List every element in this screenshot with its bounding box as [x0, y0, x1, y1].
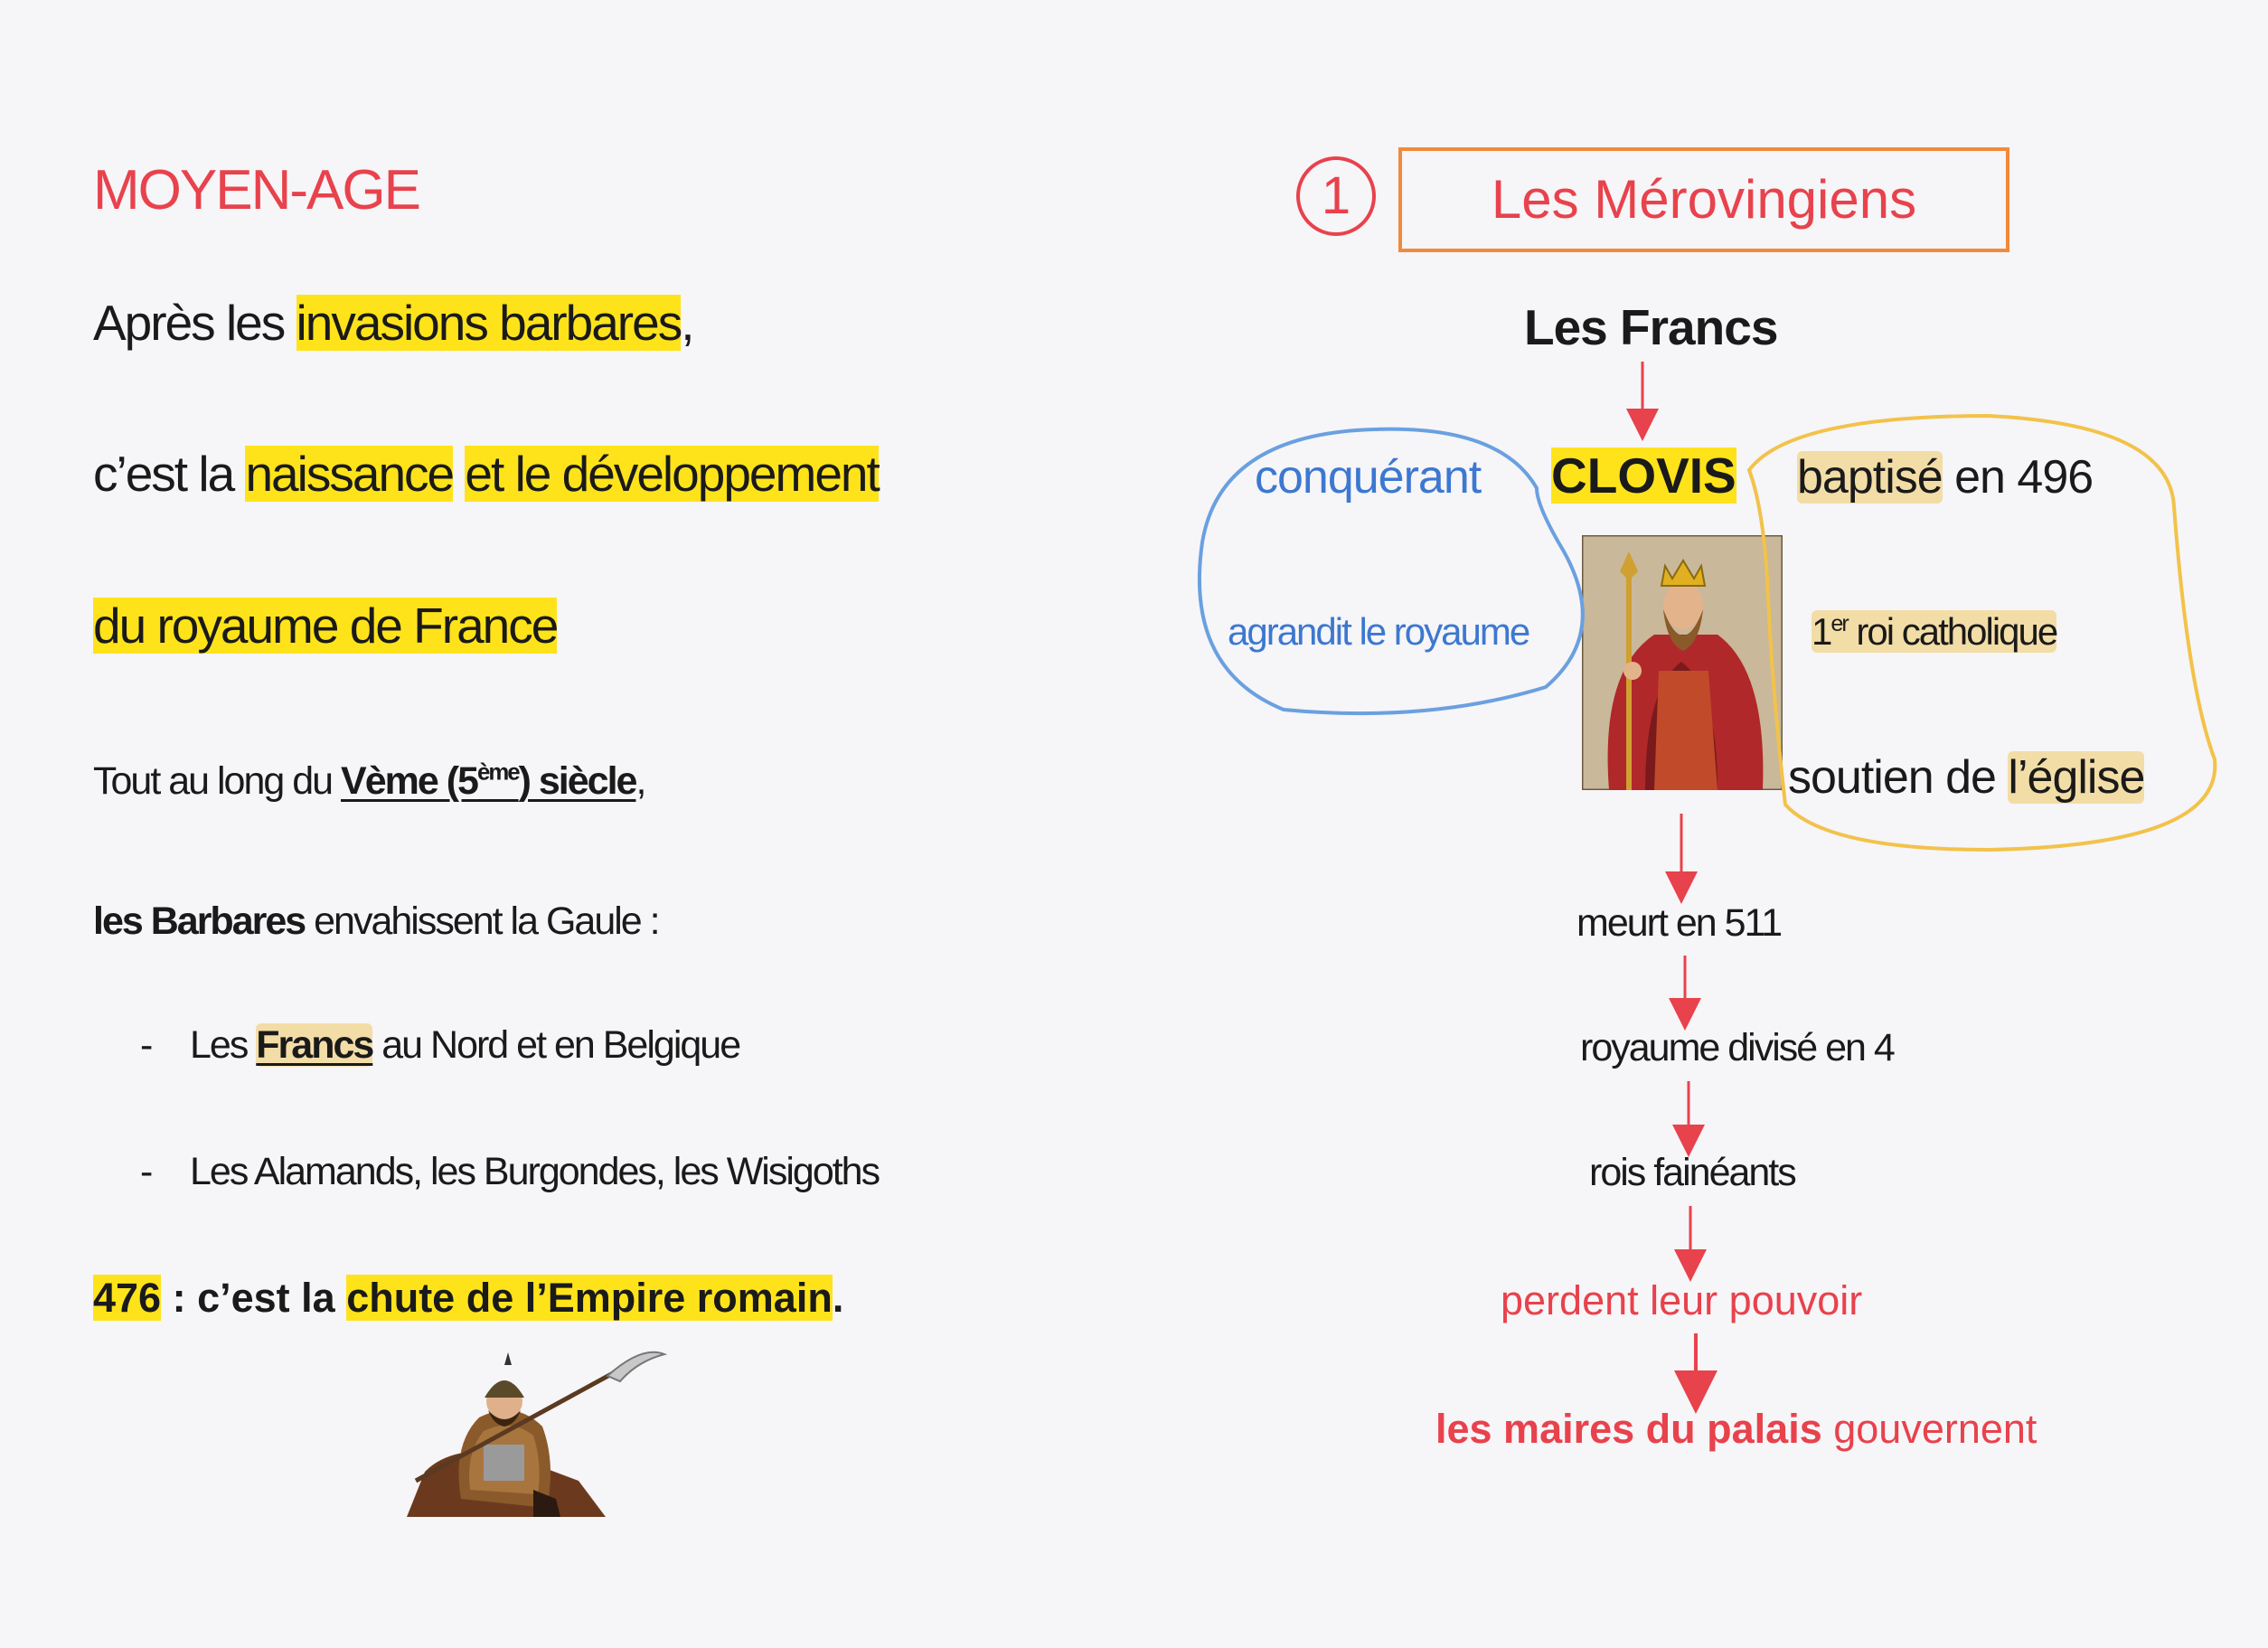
bullet-dash: - — [140, 1150, 152, 1193]
highlight-baptise: baptisé — [1797, 451, 1943, 504]
chain-item-perdent: perdent leur pouvoir — [1501, 1277, 1863, 1323]
blue-loop — [1200, 429, 1583, 713]
chain-item-faineants: rois fainéants — [1589, 1151, 1795, 1194]
text: roi catholique — [1847, 610, 2057, 653]
text: au Nord et en Belgique — [372, 1023, 740, 1067]
highlight-royaume: du royaume de France — [93, 598, 558, 654]
text: Les — [190, 1023, 257, 1067]
text: Les Alamands, les Burgondes, les Wisigoths — [190, 1150, 880, 1193]
text: Tout au long du — [93, 759, 342, 803]
text: c’est la — [93, 446, 246, 502]
page-title: MOYEN-AGE — [93, 159, 419, 221]
highlight-476: 476 — [93, 1275, 162, 1321]
maires-bold: les maires du palais — [1435, 1406, 1822, 1452]
chain-item-divise: royaume divisé en 4 — [1580, 1026, 1894, 1069]
highlight-clovis: CLOVIS — [1551, 447, 1736, 504]
agrandit-label: agrandit le royaume — [1228, 610, 1529, 653]
text: , — [635, 759, 645, 803]
text: Vème (5 — [341, 759, 477, 803]
superscript: er — [1830, 611, 1848, 636]
text: ) siècle — [518, 759, 636, 803]
text: Après les — [93, 295, 296, 351]
chain-item-meurt: meurt en 511 — [1576, 901, 1782, 945]
highlight-chute: chute de l’Empire romain — [346, 1275, 833, 1321]
text: envahissent la Gaule : — [305, 899, 659, 943]
text: , — [681, 295, 693, 351]
orange-loop — [1749, 416, 2215, 850]
highlight-developpement: et le développement — [465, 446, 879, 502]
superscript: ème — [476, 759, 519, 786]
text: en 496 — [1942, 451, 2094, 504]
highlight-francs: Francs — [256, 1023, 373, 1067]
highlight-invasions: invasions barbares — [296, 295, 682, 351]
text: soutien de — [1788, 751, 2009, 804]
conquerant-label: conquérant — [1255, 451, 1482, 504]
text: gouvernent — [1821, 1406, 2037, 1452]
chapter-number-circle — [1298, 158, 1374, 234]
chapter-number: 1 — [1321, 166, 1351, 225]
text: 1 — [1812, 610, 1831, 653]
chapter-title: Les Mérovingiens — [1398, 147, 2009, 252]
highlight-naissance: naissance — [245, 446, 454, 502]
bullet-dash: - — [140, 1023, 152, 1067]
barbares-bold: les Barbares — [93, 899, 306, 943]
text: : c’est la — [161, 1275, 347, 1321]
text: . — [832, 1275, 844, 1321]
francs-heading: Les Francs — [1524, 299, 1778, 355]
highlight-eglise: l’église — [2008, 751, 2145, 804]
